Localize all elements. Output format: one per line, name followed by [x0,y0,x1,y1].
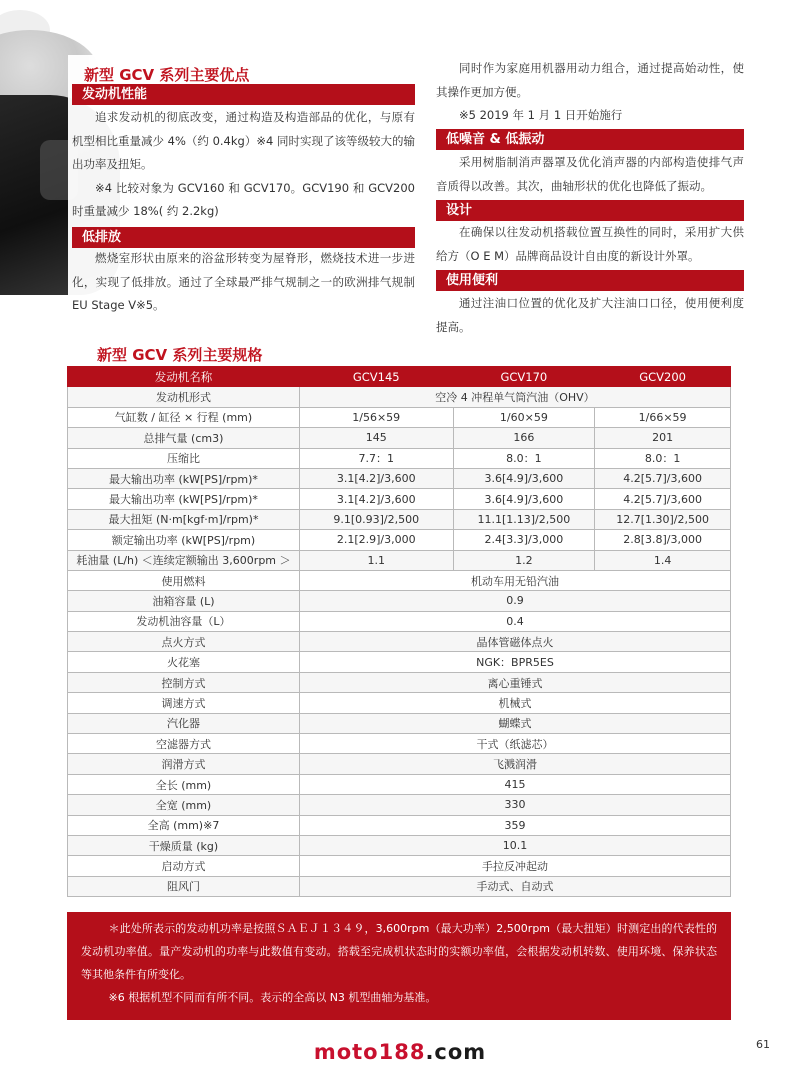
spec-label-cell: 调速方式 [68,693,300,713]
spec-label-cell: 火花塞 [68,652,300,672]
spec-value-cell: 3.1[4.2]/3,600 [299,489,453,509]
spec-table [67,366,731,897]
spec-row [68,734,731,754]
convenience-text [436,292,744,339]
footnote-6: ※6 根据机型不同而有所不同。表示的全高以 N3 机型曲轴为基准。 [108,991,437,1004]
spec-title: 新型 GCV 系列主要规格 [97,346,263,364]
spec-value-cell: 10.1 [299,835,730,855]
spec-row [68,530,731,550]
section-bar-engine-performance: 发动机性能 [72,84,415,105]
spec-value-cell: 12.7[1.30]/2,500 [595,509,731,529]
spec-label-cell: 油箱容量 (L) [68,591,300,611]
low-emission-text [72,247,415,318]
spec-value-cell: 2.4[3.3]/3,000 [453,530,595,550]
spec-value-cell: 干式（纸滤芯） [299,734,730,754]
spec-row [68,856,731,876]
site-part-2: 188 [378,1040,426,1064]
low-noise-text [436,151,744,198]
spec-label-cell: 全长 (mm) [68,774,300,794]
spec-value-cell: 415 [299,774,730,794]
spec-label-cell: 润滑方式 [68,754,300,774]
spec-value-cell: 330 [299,795,730,815]
spec-value-cell: NGK：BPR5ES [299,652,730,672]
spec-value-cell: 201 [595,428,731,448]
spec-value-cell: 166 [453,428,595,448]
paragraph: 燃烧室形状由原来的浴盆形转变为屋脊形，燃烧技术进一步进化，实现了低排放。通过了全球最严排气规制之一的欧洲排气规制 EU Stage V※5。 [72,251,415,312]
spec-label-cell: 全高 (mm)※7 [68,815,300,835]
spec-label-cell: 总排气量 (cm3) [68,428,300,448]
spec-label-cell: 控制方式 [68,672,300,692]
spec-row [68,570,731,590]
spec-label-cell: 耗油量 (L/h) ＜连续定额输出 3,600rpm ＞ [68,550,300,570]
spec-value-cell: 机械式 [299,693,730,713]
paragraph: 在确保以往发动机搭载位置互换性的同时，采用扩大供给方（O E M）品牌商品设计自由度的新设计外罩。 [436,225,744,263]
spec-label-cell: 发动机油容量（L） [68,611,300,631]
spec-value-cell: 4.2[5.7]/3,600 [595,468,731,488]
spec-value-cell: 1.2 [453,550,595,570]
spec-row [68,693,731,713]
spec-header-cell: GCV145 [299,367,453,387]
spec-label-cell: 最大扭矩 (N·m[kgf·m]/rpm)* [68,509,300,529]
spec-label-cell: 点火方式 [68,632,300,652]
spec-label-cell: 气缸数 / 缸径 × 行程 (mm) [68,407,300,427]
spec-row [68,652,731,672]
spec-value-cell: 空冷 4 冲程单气筒汽油（OHV） [299,387,730,407]
spec-value-cell: 飞溅润滑 [299,754,730,774]
spec-value-cell: 机动车用无铅汽油 [299,570,730,590]
spec-label-cell: 使用燃料 [68,570,300,590]
spec-value-cell: 8.0：1 [453,448,595,468]
spec-value-cell: 离心重锤式 [299,672,730,692]
spec-label-cell: 阻风门 [68,876,300,896]
spec-row [68,632,731,652]
paragraph: 追求发动机的彻底改变，通过构造及构造部品的优化，与原有机型相比重量减少 4%（约 0.4kg）※4 同时实现了该等级较大的输出功率及扭矩。 [72,110,415,171]
spec-label-cell: 最大输出功率 (kW[PS]/rpm)* [68,468,300,488]
spec-row [68,795,731,815]
spec-value-cell: 4.2[5.7]/3,600 [595,489,731,509]
paragraph: 通过注油口位置的优化及扩大注油口口径，使用便利度提高。 [436,296,744,334]
spec-row [68,591,731,611]
spec-row [68,407,731,427]
section-bar-low-emission: 低排放 [72,227,415,248]
spec-value-cell: 2.8[3.8]/3,000 [595,530,731,550]
spec-header-row [68,367,731,387]
spec-label-cell: 发动机形式 [68,387,300,407]
section-bar-design: 设计 [436,200,744,221]
page-number: 61 [756,1038,770,1051]
power-note: ＊此处所表示的发动机功率是按照ＳＡＥＪ１３４９，3,600rpm（最大功率）2,500rpm（最大扭矩）时测定出的代表性的发动机功率值。量产发动机的功率与此数值有变动。搭载至完成机状态时的实额功率值，会根据发动机转数、使用环境、保养状态等其他条件有所变化。 [81,922,717,981]
paragraph: 采用树脂制消声器罩及优化消声器的内部构造使排气声音质得以改善。其次，曲轴形状的优化也降低了振动。 [436,155,744,193]
spec-value-cell: 1/66×59 [595,407,731,427]
spec-label-cell: 额定输出功率 (kW[PS]/rpm) [68,530,300,550]
spec-label-cell: 空滤器方式 [68,734,300,754]
spec-value-cell: 8.0：1 [595,448,731,468]
right-intro-text [436,57,744,128]
engine-performance-text [72,106,415,224]
site-part-3: .com [425,1040,487,1064]
spec-value-cell: 蝴蝶式 [299,713,730,733]
spec-row [68,672,731,692]
spec-row [68,387,731,407]
spec-row [68,611,731,631]
spec-label-cell: 压缩比 [68,448,300,468]
spec-row [68,468,731,488]
footnote-5: ※5 2019 年 1 月 1 日开始施行 [459,108,623,122]
spec-header-cell: 发动机名称 [68,367,300,387]
power-note-box [67,912,731,1020]
spec-value-cell: 3.6[4.9]/3,600 [453,489,595,509]
spec-row [68,550,731,570]
spec-row [68,713,731,733]
spec-label-cell: 全宽 (mm) [68,795,300,815]
footnote-4: ※4 比较对象为 GCV160 和 GCV170。GCV190 和 GCV200 时重量减少 18%( 约 2.2kg) [72,180,415,218]
spec-header-cell: GCV170 [453,367,595,387]
spec-value-cell: 手动式、自动式 [299,876,730,896]
spec-row [68,835,731,855]
spec-value-cell: 359 [299,815,730,835]
spec-label-cell: 汽化器 [68,713,300,733]
spec-value-cell: 9.1[0.93]/2,500 [299,509,453,529]
site-watermark [0,1040,800,1064]
spec-value-cell: 1.4 [595,550,731,570]
spec-row [68,509,731,529]
spec-value-cell: 0.9 [299,591,730,611]
spec-value-cell: 0.4 [299,611,730,631]
spec-row [68,448,731,468]
spec-value-cell: 145 [299,428,453,448]
spec-value-cell: 11.1[1.13]/2,500 [453,509,595,529]
section-bar-low-noise: 低噪音 & 低振动 [436,129,744,150]
spec-value-cell: 7.7：1 [299,448,453,468]
spec-label-cell: 启动方式 [68,856,300,876]
spec-value-cell: 3.6[4.9]/3,600 [453,468,595,488]
spec-value-cell: 1.1 [299,550,453,570]
spec-row [68,876,731,896]
spec-row [68,815,731,835]
site-part-1: moto [313,1040,379,1064]
spec-value-cell: 1/56×59 [299,407,453,427]
design-text [436,221,744,268]
spec-label-cell: 最大输出功率 (kW[PS]/rpm)* [68,489,300,509]
spec-value-cell: 手拉反冲起动 [299,856,730,876]
spec-value-cell: 3.1[4.2]/3,600 [299,468,453,488]
paragraph: 同时作为家庭用机器用动力组合，通过提高始动性，使其操作更加方便。 [436,61,744,99]
spec-value-cell: 2.1[2.9]/3,000 [299,530,453,550]
advantages-title: 新型 GCV 系列主要优点 [84,66,250,84]
spec-label-cell: 干燥质量 (kg) [68,835,300,855]
spec-row [68,774,731,794]
spec-value-cell: 1/60×59 [453,407,595,427]
spec-row [68,754,731,774]
spec-value-cell: 晶体管磁体点火 [299,632,730,652]
spec-header-cell: GCV200 [595,367,731,387]
spec-row [68,489,731,509]
spec-row [68,428,731,448]
section-bar-convenience: 使用便利 [436,270,744,291]
